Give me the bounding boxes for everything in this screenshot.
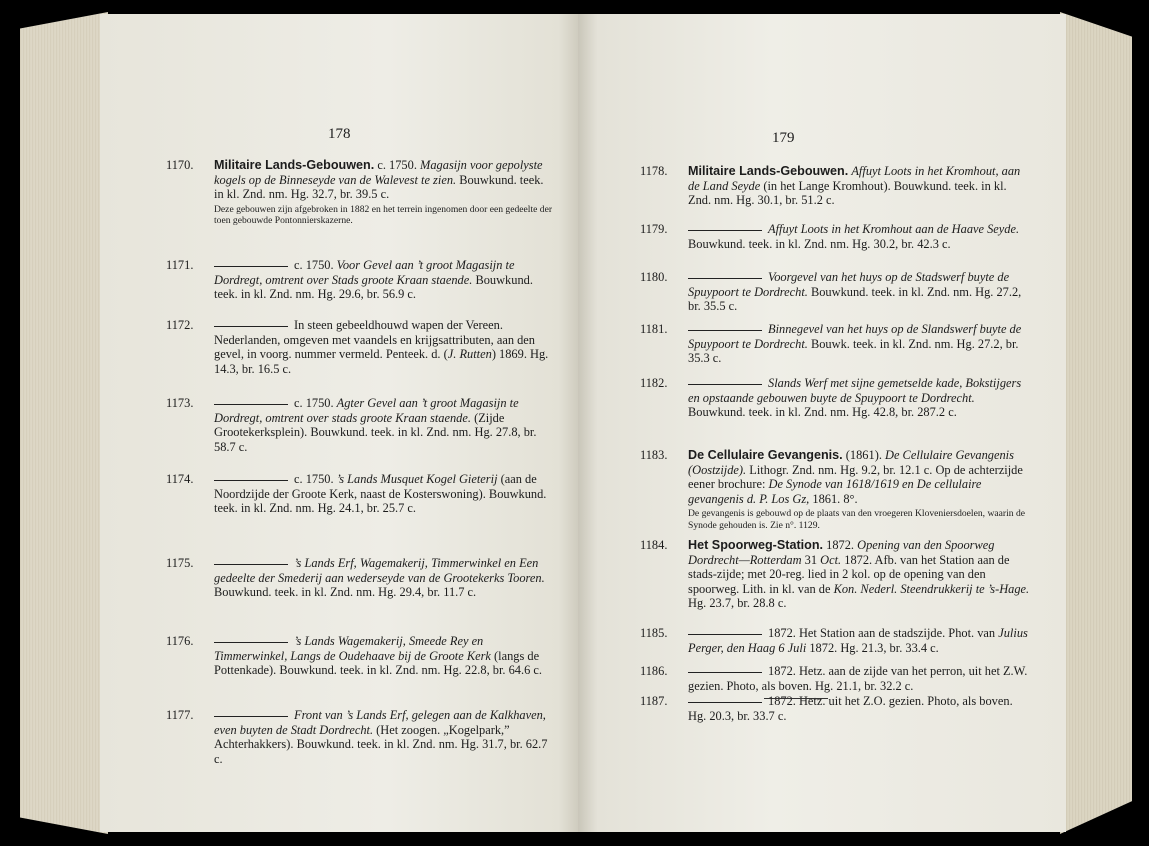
- ditto-rule: [688, 330, 762, 331]
- ditto-rule: [688, 230, 762, 231]
- entry-number: 1174.: [166, 472, 194, 486]
- entry-text: c. 1750. Agter Gevel aan ’t groot Magasijn te Dordregt, omtrent over stads groote Kraan staende. (Zijde Grootekerksplein). Bouwkund. teek. in kl. Znd. nm. Hg. 27.8, br. 58.7 c.: [214, 396, 537, 454]
- ditto-rule: [688, 702, 762, 703]
- catalog-entry: [166, 158, 555, 227]
- entry-title: Het Spoorweg-Station.: [688, 538, 824, 552]
- ditto-rule: [214, 404, 288, 405]
- entry-number: 1179.: [640, 222, 668, 236]
- right-page-edges: [1060, 12, 1132, 834]
- entry-number: 1187.: [640, 694, 668, 708]
- entry-text: De Cellulaire Gevangenis. (1861). De Cellulaire Gevangenis (Oostzijde). Lithogr. Znd. nm. Hg. 9.2, br. 12.1 c. Op de achterzijde eener brochure: De Synode van 1618/1619 en De cellulaire gevangenis d. P. Los Gz, 1861. 8°.: [688, 448, 1023, 506]
- ditto-rule: [214, 266, 288, 267]
- entry-title: Militaire Lands-Gebouwen.: [688, 164, 849, 178]
- entry-number: 1178.: [640, 164, 668, 178]
- entry-number: 1177.: [166, 708, 194, 722]
- end-rule: [764, 698, 828, 699]
- catalog-entry: [640, 694, 1032, 723]
- entry-text: Militaire Lands-Gebouwen. c. 1750. Magasijn voor gepolyste kogels op de Binneseyde van de Walevest te zien. Bouwkund. teek. in kl. Znd. nm. Hg. 32.7, br. 39.5 c.: [214, 158, 544, 202]
- entry-number: 1186.: [640, 664, 668, 678]
- ditto-rule: [214, 564, 288, 565]
- entry-note: De gevangenis is gebouwd op de plaats van den vroegeren Kloveniersdoelen, waarin de Synode gehouden is. Zie n°. 1129.: [688, 508, 1025, 531]
- catalog-entry: [640, 448, 1032, 531]
- entry-text: In steen gebeeldhouwd wapen der Vereen. Nederlanden, omgeven met vaandels en krijgsattributen, aan den gevel, in voorg. nummer vermeld. Penteek. d. (J. Rutten) 1869. Hg. 14.3, br. 16.5 c.: [214, 318, 549, 376]
- catalog-entry: [640, 270, 1032, 314]
- catalog-entry: [640, 222, 1032, 251]
- catalog-entry: [166, 318, 555, 376]
- entry-number: 1173.: [166, 396, 194, 410]
- catalog-entry: [166, 556, 555, 600]
- entry-number: 1180.: [640, 270, 668, 284]
- entry-note: Deze gebouwen zijn afgebroken in 1882 en het terrein ingenomen door een gedeelte der toen gebouwde Pontonnierskazerne.: [214, 203, 553, 227]
- entry-number: 1183.: [640, 448, 668, 462]
- ditto-rule: [214, 716, 288, 717]
- entry-text: Affuyt Loots in het Kromhout aan de Haave Seyde. Bouwkund. teek. in kl. Znd. nm. Hg. 30.2, br. 42.3 c.: [688, 222, 1020, 251]
- catalog-entry: [640, 538, 1032, 611]
- entry-title: Militaire Lands-Gebouwen.: [214, 158, 375, 172]
- page-number: 179: [772, 130, 795, 146]
- entry-text: ’s Lands Erf, Wagemakerij, Timmerwinkel en Een gedeelte der Smederij aan wederseyde van de Grootekerks Tooren. Bouwkund. teek. in kl. Znd. nm. Hg. 29.4, br. 11.7 c.: [214, 556, 545, 600]
- entry-text: c. 1750. ’s Lands Musquet Kogel Gieterij (aan de Noordzijde der Groote Kerk, naast de Kosterswoning). Bouwkund. teek. in kl. Znd. nm. Hg. 24.1, br. 25.7 c.: [214, 472, 547, 516]
- ditto-rule: [214, 642, 288, 643]
- entry-number: 1185.: [640, 626, 668, 640]
- catalog-entry: [166, 396, 555, 454]
- right-page: [578, 14, 1066, 832]
- ditto-rule: [688, 672, 762, 673]
- entry-text: Voorgevel van het huys op de Stadswerf buyte de Spuypoort te Dordrecht. Bouwkund. teek. in kl. Znd. nm. Hg. 27.2, br. 35.5 c.: [688, 270, 1022, 314]
- entry-text: 1872. Het Station aan de stadszijde. Phot. van Julius Perger, den Haag 6 Juli 1872. Hg. 21.3, br. 33.4 c.: [688, 626, 1028, 655]
- entry-text: c. 1750. Voor Gevel aan ’t groot Magasijn te Dordregt, omtrent over Stads groote Kraan staende. Bouwkund. teek. in kl. Znd. nm. Hg. 29.6, br. 56.9 c.: [214, 258, 533, 302]
- entry-number: 1172.: [166, 318, 194, 332]
- entry-number: 1171.: [166, 258, 194, 272]
- entry-text: Binnegevel van het huys op de Slandswerf buyte de Spuypoort te Dordrecht. Bouwk. teek. in kl. Znd. nm. Hg. 27.2, br. 35.3 c.: [688, 322, 1022, 366]
- entry-number: 1170.: [166, 158, 194, 172]
- entry-text: Militaire Lands-Gebouwen. Affuyt Loots in het Kromhout, aan de Land Seyde (in het Lange Kromhout). Bouwkund. teek. in kl. Znd. nm. Hg. 30.1, br. 51.2 c.: [688, 164, 1021, 208]
- catalog-entry: [640, 664, 1032, 693]
- ditto-rule: [214, 326, 288, 327]
- left-page: [100, 14, 578, 832]
- catalog-entry: [166, 634, 555, 678]
- catalog-entry: [640, 164, 1032, 208]
- left-page-edges: [20, 12, 108, 834]
- entry-title: De Cellulaire Gevangenis.: [688, 448, 843, 462]
- entry-text: Slands Werf met sijne gemetselde kade, Bokstijgers en opstaande gebouwen buyte de Spuypoort te Dordrecht. Bouwkund. teek. in kl. Znd. nm. Hg. 42.8, br. 287.2 c.: [688, 376, 1022, 420]
- catalog-entry: [640, 322, 1032, 366]
- entry-number: 1184.: [640, 538, 668, 552]
- ditto-rule: [688, 384, 762, 385]
- ditto-rule: [214, 480, 288, 481]
- catalog-entry: [640, 626, 1032, 655]
- entry-text: ’s Lands Wagemakerij, Smeede Rey en Timmerwinkel, Langs de Oudehaave bij de Groote Kerk (langs de Pottenkade). Bouwkund. teek. in kl. Znd. nm. Hg. 22.8, br. 64.6 c.: [214, 634, 542, 678]
- catalog-entry: [640, 376, 1032, 420]
- entry-number: 1182.: [640, 376, 668, 390]
- ditto-rule: [688, 278, 762, 279]
- entry-text: 1872. Hetz. aan de zijde van het perron, uit het Z.W. gezien. Photo, als boven. Hg. 21.1, br. 32.2 c.: [688, 664, 1028, 693]
- catalog-entry: [166, 472, 555, 516]
- catalog-entry: [166, 258, 555, 302]
- entry-number: 1181.: [640, 322, 668, 336]
- entry-text: Het Spoorweg-Station. 1872. Opening van den Spoorweg Dordrecht—Rotterdam 31 Oct. 1872. Afb. van het Station aan de stads-zijde; met 20-reg. lied in 2 kol. op de opening van den spoorweg. Lith. in kl. van de Kon. Nederl. Steendrukkerij te ’s-Hage. Hg. 23.7, br. 28.8 c.: [688, 538, 1030, 611]
- entry-number: 1176.: [166, 634, 194, 648]
- ditto-rule: [688, 634, 762, 635]
- page-number: 178: [328, 126, 351, 142]
- entry-text: Front van ’s Lands Erf, gelegen aan de Kalkhaven, even buyten de Stadt Dordrecht. (Het zoogen. „Kogelpark,” Achterhakkers). Bouwkund. teek. in kl. Znd. nm. Hg. 31.7, br. 62.7 c.: [214, 708, 548, 766]
- catalog-entry: [166, 708, 555, 766]
- entry-number: 1175.: [166, 556, 194, 570]
- entry-text: 1872. Hetz. uit het Z.O. gezien. Photo, als boven. Hg. 20.3, br. 33.7 c.: [688, 694, 1013, 723]
